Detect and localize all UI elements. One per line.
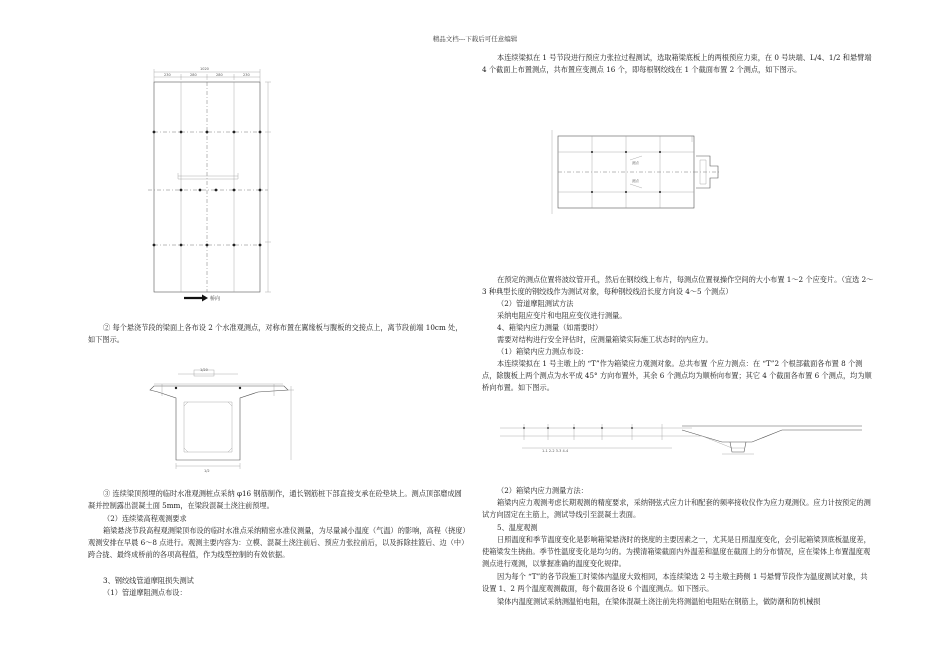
left-paragraph-4: 箱梁悬浇节段高程观测梁顶布设的临时水准点采纳精密水准仪测量，为尽量减小温度（气温）的影响，高程（挠度）观测安排在早晨 6～8 点进行。观测主要内容为：立模、混凝土浇注前后、预应力张拉前后，以及拆除挂篮后、边（中）跨合拢、最终成桥前的各项高程值，作为线型控制的有效依据。 <box>88 526 466 559</box>
level-points-plan-figure <box>88 52 466 312</box>
right-paragraph-2: 在预定的测点位置将波纹管开孔，然后在钢绞线上布片，每测点位置视操作空间的大小布置 1～2 个应变片。（宜选 2～3 种典型长度的钢绞线作为测试对象，每种钢绞线沿长度方向设 4～5 个测点） <box>482 275 874 296</box>
svg-text:1/20: 1/20 <box>200 368 208 372</box>
svg-text:280: 280 <box>216 73 223 77</box>
left-paragraph-3: （2）连续梁高程观测要求 <box>103 514 187 523</box>
svg-text:1020: 1020 <box>200 67 209 71</box>
svg-text:测点: 测点 <box>632 179 639 183</box>
right-paragraph-5: 4、箱梁内应力测量（如需要时） <box>497 323 603 332</box>
right-paragraph-13: 因为每个 “T”的各节段施工时梁体内温度大致相同，本连续梁选 2 号主墩主跨侧 1 号悬臂节段作为温度测试对象，共设置 1、2 两个温度观测截面，每个截面各设 6 个温度测点。如下图示。 <box>482 572 868 593</box>
page-header: 精品文档---下载后可任意编辑 <box>432 35 518 43</box>
right-paragraph-11: 5、温度观测 <box>497 523 538 532</box>
stress-sections-elevation-figure <box>482 404 874 474</box>
right-paragraph-3: （2）管道摩阻测试方法 <box>497 299 574 308</box>
svg-text:230: 230 <box>243 73 250 77</box>
left-paragraph-6: （1）管道摩阻测点布设： <box>103 588 187 597</box>
right-paragraph-8: 本连续梁拟在 1 号主墩上的 “T”作为箱梁应力观测对象。总共布置 个应力测点：在 “T”2 个根部截面各布置 8 个测点，除腹板上两个测点为水平成 45° 方向布置外，其余 6 个测点均为顺桥向布置；其它 4 个截面各布置 6 个测点，均为顺桥向布置。如下图示。 <box>482 359 872 392</box>
left-paragraph-2: ③ 连续梁顶预埋的临时水准观测桩点采纳 φ16 钢筋制作，通长钢筋桩下部直接支承在砼垫块上。测点顶部磨成圆凝并控制露出混凝土面 5mm，在梁段混凝土浇注前预埋。 <box>88 489 462 510</box>
svg-text:280: 280 <box>190 73 197 77</box>
right-paragraph-9: （2）箱梁内应力测量方法： <box>497 486 588 495</box>
arrow-label: 桥向 <box>210 296 221 302</box>
right-paragraph-14: 梁体内温度测试采纳测温铂电阻，在梁体混凝土浇注前先将测温铂电阻贴在钢筋上，做防潮和防机械损 <box>497 597 821 606</box>
right-paragraph-12: 日照温度和季节温度变化是影响箱梁悬浇时的挠度的主要因素之一，尤其是日照温度变化，会引起箱梁顶底板温度差，使箱梁发生挠曲。季节性温度变化是均匀的。为摸清箱梁截面内外温差和温度在截面上的分布情况，应在梁体上布置温度观测点进行观测，以掌握准确的温度变化规律。 <box>482 535 871 568</box>
box-girder-section-figure <box>88 362 466 482</box>
svg-text:1/2: 1/2 <box>204 469 210 473</box>
right-paragraph-1: 本连续梁拟在 1 号节段进行预应力张拉过程测试，选取箱梁底板上的两根预应力束，在 0 号块端、L/4、1/2 和悬臂端 4 个截面上布置测点，共布置应变测点 16 个，即每根钢绞线在 1 个截面布置 2 个测点，如下图示。 <box>482 53 872 74</box>
left-column <box>88 52 466 662</box>
right-paragraph-4: 采纳电阻应变片和电阻应变仪进行测量。 <box>497 311 627 320</box>
right-paragraph-7: （1）箱梁内应力测点布设： <box>497 347 588 356</box>
right-column <box>482 52 874 662</box>
svg-text:1-1 2-2 3-3 4-4: 1-1 2-2 3-3 4-4 <box>542 449 569 453</box>
right-paragraph-6: 需要对结构进行安全评估时，应测量箱梁实际施工状态时的内应力。 <box>497 335 713 344</box>
left-paragraph-1: ② 每个悬浇节段的梁面上各布设 2 个水准观测点，对称布置在翼缘板与腹板的交接点上，离节段前端 10cm 处，如下图示。 <box>88 323 463 344</box>
svg-text:测点: 测点 <box>632 161 639 165</box>
left-paragraph-5: 3、钢绞线管道摩阻损失测试 <box>103 576 194 585</box>
tendon-strain-points-figure <box>482 122 874 232</box>
right-paragraph-10: 箱梁内应力观测考虑长期观测的精度要求，采纳钢弦式应力计和配套的频率接收仪作为应力观测仪。应力计按预定的测试方向固定在主筋上，测试导线引至混凝土表面。 <box>482 498 871 519</box>
svg-text:230: 230 <box>164 73 171 77</box>
